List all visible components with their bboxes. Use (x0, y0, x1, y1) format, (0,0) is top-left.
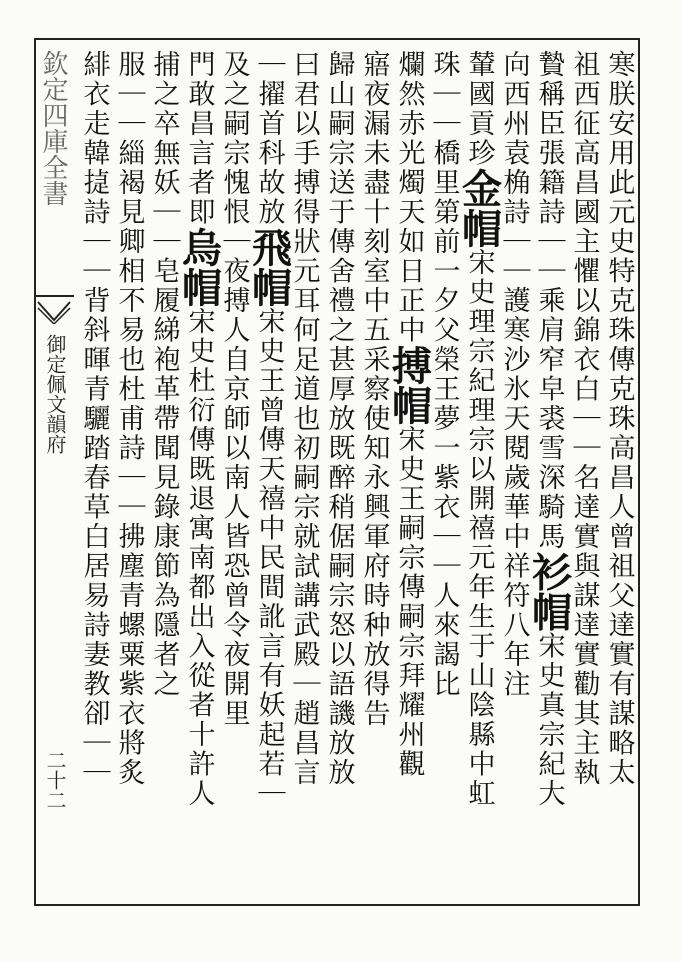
text-segment: 橋里第前一夕父榮王夢一紫衣｜｜人來謁比 (428, 138, 460, 699)
text-segment: 緋衣走韓㨗詩｜｜背斜暉青驪踏春草白居易詩妻教卻｜｜ (78, 50, 110, 788)
text-column (245, 50, 293, 900)
entry-heading: 金帽 (455, 168, 503, 248)
text-segment: 寒朕安用此元史特克珠傳克珠高昌人曾祖父達實有謀略太 (603, 50, 635, 788)
text-segment: 宋史理宗紀理宗以開禧元年生于山陰縣中虹 (463, 248, 495, 809)
text-segment: 向西州袁桷詩｜｜護寒沙氷天閱歲華 (498, 50, 530, 522)
text-segment: 寤夜漏未盡十刻室中五采 (358, 50, 390, 375)
fishtail-ornament-icon (36, 300, 72, 324)
text-segment: 宋史杜衍傳既退寓南都出入從者十許人 (183, 307, 215, 809)
text-segment: 宋史王嗣宗傳嗣宗拜耀州觀 (393, 425, 425, 779)
book-title: 御定佩文韻府 (43, 334, 67, 454)
text-segment: 門敢昌言者即 (183, 50, 215, 227)
text-column (322, 50, 356, 900)
entry-heading: 飛帽 (245, 227, 293, 307)
text-column (525, 50, 573, 900)
text-column (455, 50, 503, 900)
text-segment: 中祥符八年注 (498, 522, 530, 699)
text-segment: 輦國貢珍 (463, 50, 495, 168)
text-segment: 贄稱臣張籍詩｜｜乘肩窄皁裘雪深騎馬 (533, 50, 565, 552)
page-number: 二十二 (43, 750, 67, 810)
text-segment: 捕之卒無妖 (148, 50, 180, 198)
text-segment: 宋史王曾傳天禧中民間訛言有妖起若｜ (253, 307, 285, 809)
collection-title: 欽定四庫全書 (38, 50, 68, 206)
text-column (357, 50, 391, 900)
text-segment: 爛然赤光燭天如日正中 (393, 50, 425, 345)
text-segment: ｜夜搏人自京師以南人皆恐曾令夜開里 (218, 227, 250, 729)
text-segment: ｜｜皂履綈袍革帶聞見錄康節為隱者之 (148, 197, 180, 699)
text-segment: 及之嗣宗愧恨 (218, 50, 250, 227)
text-column (427, 50, 461, 900)
entry-heading: 衫帽 (525, 551, 573, 632)
text-column (147, 50, 181, 900)
text-segment: 宋史真宗紀大 (533, 631, 565, 809)
text-column (287, 50, 321, 900)
text-column (77, 50, 111, 900)
text-segment: ｜擢首科故放 (253, 50, 285, 227)
text-column (112, 50, 146, 900)
text-segment: 服｜｜緇褐見卿相不易也杜甫詩｜｜拂塵青螺粟紫衣將炙 (113, 50, 145, 788)
entry-heading: 烏帽 (175, 227, 223, 307)
text-column (385, 50, 433, 900)
entry-heading: 搏帽 (385, 345, 433, 425)
margin-divider (34, 295, 74, 297)
text-segment: 歸山嗣宗送于傳舍禮之甚厚放既醉稍倨嗣宗怒以語譏放放 (323, 50, 355, 788)
text-column (175, 50, 223, 900)
text-column (567, 50, 601, 900)
text-segment: 察使知永興軍府時种放得告 (358, 374, 390, 729)
text-segment: 祖西征高昌國主懼以錦衣白｜｜名達實與謀達實勸其主執 (568, 50, 600, 788)
text-segment: 珠｜｜ (428, 50, 460, 139)
text-column (602, 50, 636, 900)
text-column (217, 50, 251, 900)
text-segment: 曰君以手搏得狀元耳何足道也初嗣宗就試講武殿｜趙昌言 (288, 50, 320, 788)
